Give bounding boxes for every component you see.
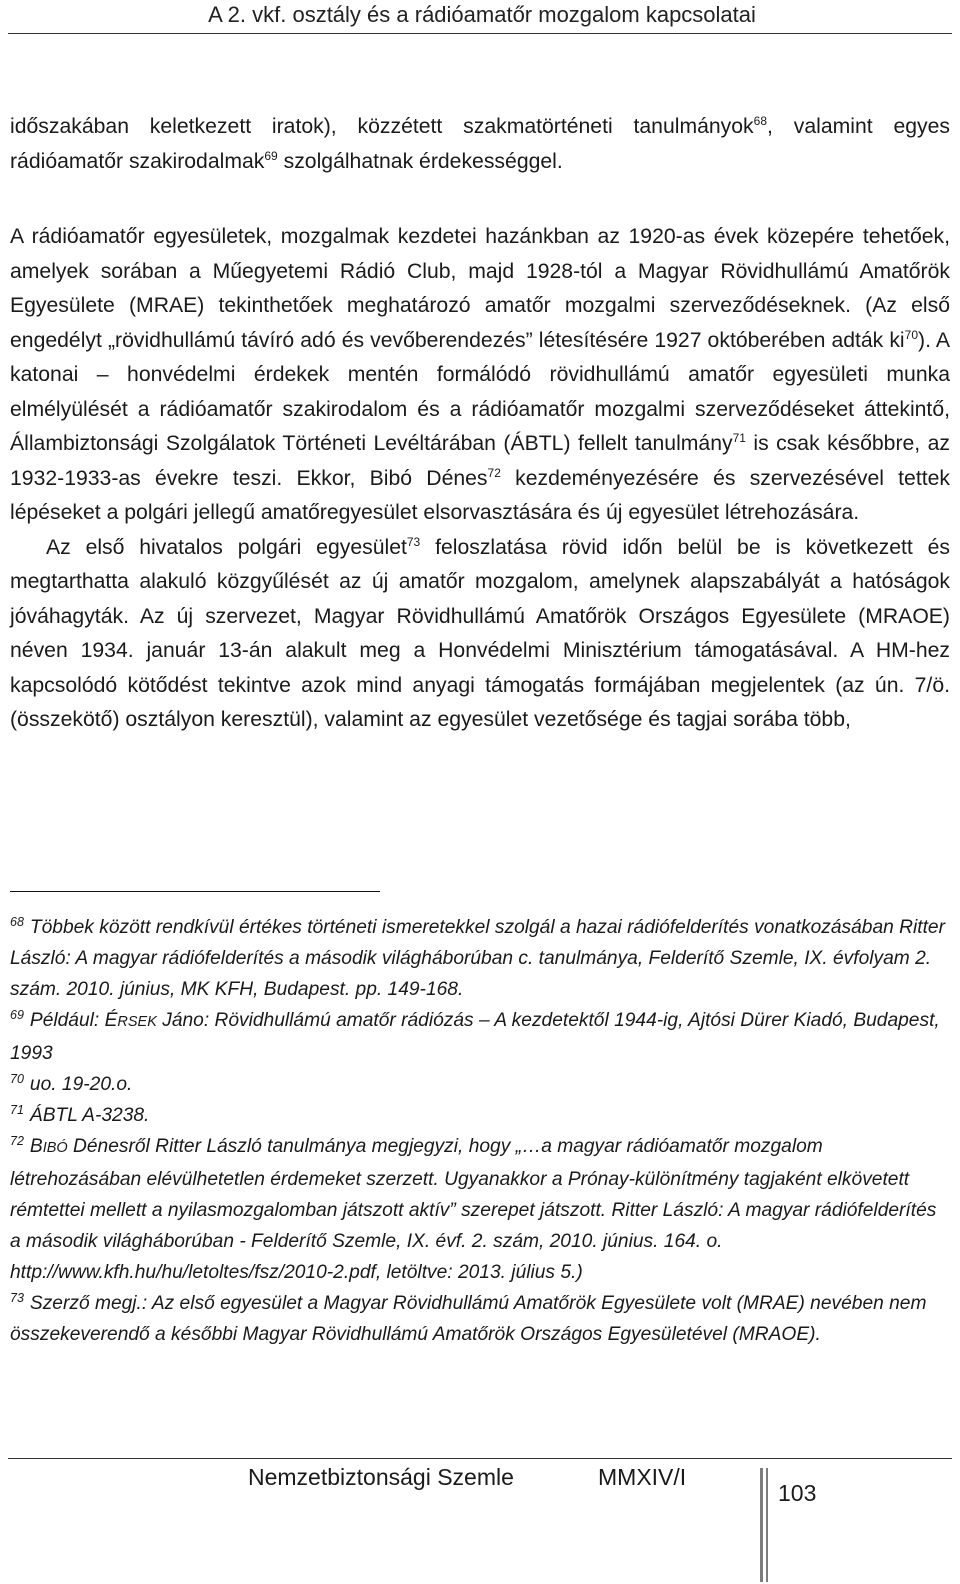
body-block-2 xyxy=(10,220,950,738)
footnote-72 xyxy=(10,1131,946,1288)
p1-text-b: , valamint egyes rádióamatőr szakirodalmak xyxy=(10,115,951,173)
p2-text-b: ). A katonai – honvédelmi érdekek mentén formálódó rövidhullámú amatőr egyesületi munka elmélyülését a rádióamatőr szakirodalom és a rádióamatőr mozgalmi szerveződéseket áttekintő, Állambiztonsági Szolgálatok Történeti Levéltárában (ÁBTL) fellelt tanulmány xyxy=(10,328,950,455)
footnote-number: 69 xyxy=(10,1007,24,1022)
author-initial: É xyxy=(104,1010,118,1031)
footnote-ref-73[interactable]: 73 xyxy=(406,534,421,549)
decorative-bar xyxy=(766,1468,768,1582)
p2-text-c: is csak későbbre, az 1932-1933-as évekre teszi. Ekkor, Bibó Dénes xyxy=(10,432,950,490)
footnote-ref-70[interactable]: 70 xyxy=(904,327,919,342)
paragraph-2 xyxy=(10,220,950,531)
footnote-text: Jáno: Rövidhullámú amatőr rádiózás – A kezdetektől 1944-ig, Ajtósi Dürer Kiadó, Budapest, 1993 xyxy=(10,1010,940,1064)
page-footer xyxy=(0,1462,960,1582)
p1-text-a: időszakában keletkezett iratok), közzétett szakmatörténeti tanulmányok xyxy=(10,115,754,138)
footnote-number: 71 xyxy=(10,1102,24,1117)
footnote-71 xyxy=(10,1100,946,1131)
footnote-ref-71[interactable]: 71 xyxy=(732,430,746,445)
running-title: A 2. vkf. osztály és a rádióamatőr mozgalom kapcsolatai xyxy=(208,2,756,27)
author-smallcaps: IBÓ xyxy=(42,1140,68,1156)
p2-text-d: kezdeményezésére és szervezésével tettek lépéseket a polgári jellegű amatőregyesület elsorvasztására és új egyesület létrehozására. xyxy=(10,466,950,524)
footnote-number: 72 xyxy=(10,1133,24,1148)
p3-text-b: feloszlatása rövid időn belül be is következett és megtarthatta alakuló közgyűlését az új amatőr mozgalom, amelynek alapszabályát a hatóságok jóváhagyták. Az új szervezet, Magyar Rövidhullámú Amatőrök Országos Egyesülete (MRAOE) néven 1934. január 13-án alakult meg a Honvédelmi Minisztérium támogatásával. A HM-hez kapcsolódó kötődést tekintve azok mind anyagi támogatás formájában megjelentek (az ún. 7/ö. (összekötő) osztályon keresztül), valamint az egyesület vezetősége és tagjai sorába több, xyxy=(10,535,950,731)
footnote-ref-69[interactable]: 69 xyxy=(264,148,278,163)
body-block-1 xyxy=(10,110,950,179)
p2-text-a: A rádióamatőr egyesületek, mozgalmak kezdetei hazánkban az 1920-as évek közepére tehetőek, amelyek sorában a Műegyetemi Rádió Club, majd 1928-tól a Magyar Rövidhullámú Amatőrök Egyesülete (MRAE) tekinthetőek meghatározó amatőr mozgalmi szerveződéseknek. (Az első engedélyt „rövidhullámú távíró adó és vevőberendezés” létesítésére 1927 októberében adták ki xyxy=(10,225,950,352)
footnote-ref-68[interactable]: 68 xyxy=(753,113,768,128)
journal-title: Nemzetbiztonsági Szemle xyxy=(248,1464,514,1490)
footnote-ref-72[interactable]: 72 xyxy=(487,465,501,480)
decorative-bar xyxy=(760,1468,763,1582)
footer-divider xyxy=(8,1458,952,1459)
author-smallcaps: RSEK xyxy=(117,1014,157,1030)
running-header xyxy=(0,0,960,34)
footnotes xyxy=(10,912,946,1350)
footnote-69 xyxy=(10,1005,946,1069)
footnote-text: ÁBTL A-3238. xyxy=(29,1105,150,1126)
footnote-number: 70 xyxy=(10,1071,24,1086)
footnote-text: Dénesről Ritter László tanulmánya megjegyzi, hogy „…a magyar rádióamatőr mozgalom létrehozásában elévülhetetlen érdemeket szerzett. Ugyanakkor a Prónay-különítmény tagjaként elkövetett rémtettei mellett a nyilasmozgalomban játszott aktív” szerepet játszott. Ritter László: A magyar rádiófelderítés a második világháborúban - Felderítő Szemle, IX. évf. 2. szám, 2010. június. 164. o. http://www.kfh.hu/hu/letoltes/fsz/2010-2.pdf, letöltve: 2013. július 5.) xyxy=(10,1136,937,1283)
issue-number: MMXIV/I xyxy=(598,1464,687,1490)
p1-text-c: szolgálhatnak érdekességgel. xyxy=(277,149,563,173)
footnote-text: uo. 19-20.o. xyxy=(29,1074,133,1095)
paragraph-3 xyxy=(10,531,950,738)
footnote-text: Többek között rendkívül értékes történeti ismeretekkel szolgál a hazai rádiófelderítés vonatkozásában Ritter László: A magyar rádiófelderítés a második világháborúban c. tanulmánya, Felderítő Szemle, IX. évfolyam 2. szám. 2010. június, MK KFH, Budapest. pp. 149-168. xyxy=(10,917,945,1000)
footnote-text-prefix: Például: xyxy=(29,1010,105,1031)
footnote-68 xyxy=(10,912,946,1005)
footnote-70 xyxy=(10,1069,946,1100)
footnote-text: Szerző megj.: Az első egyesület a Magyar Rövidhullámú Amatőrök Egyesülete volt (MRAE) nevében nem összekeverendő a későbbi Magyar Rövidhullámú Amatőrök Országos Egyesületével (MRAOE). xyxy=(10,1293,927,1345)
page-number: 103 xyxy=(778,1480,817,1506)
footnote-number: 68 xyxy=(10,914,24,929)
footnote-number: 73 xyxy=(10,1290,24,1305)
header-divider xyxy=(8,33,952,34)
footnote-73 xyxy=(10,1288,946,1350)
paragraph-1 xyxy=(10,110,950,179)
footnote-separator xyxy=(10,891,380,892)
p3-text-a: Az első hivatalos polgári egyesület xyxy=(46,535,407,559)
author-initial: B xyxy=(29,1136,43,1157)
